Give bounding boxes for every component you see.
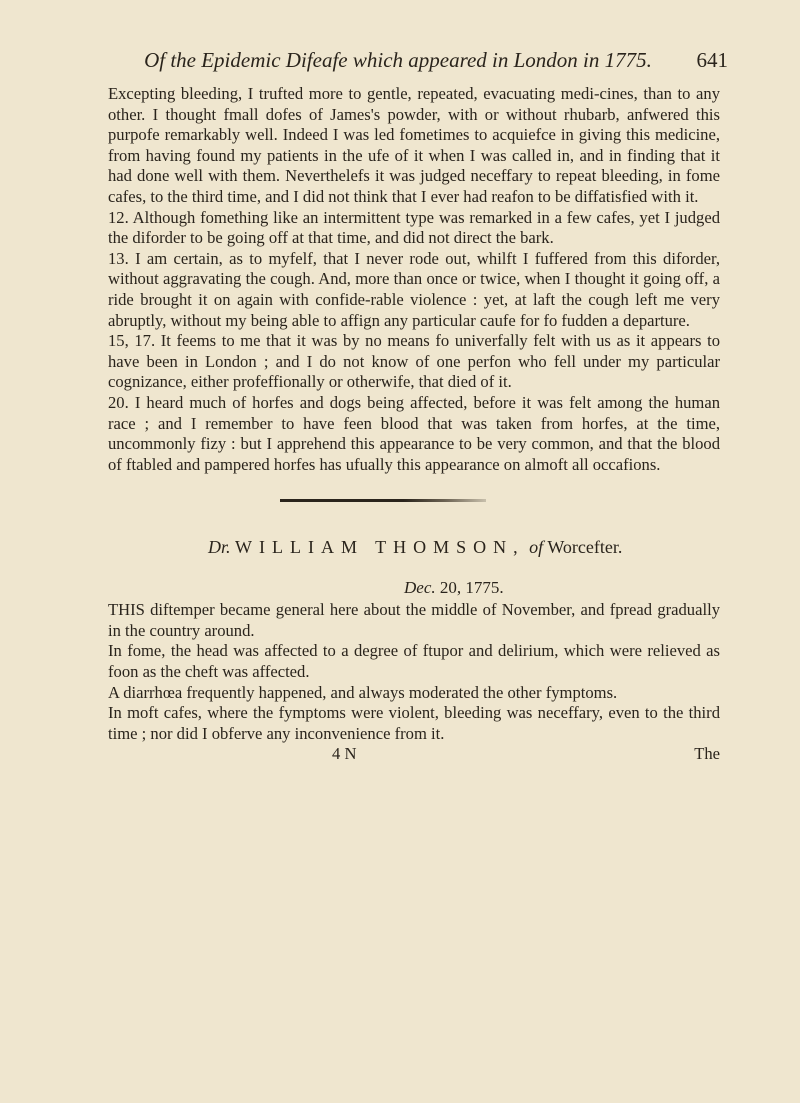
page-footer <box>108 744 720 766</box>
running-head <box>108 44 728 84</box>
section-heading <box>108 537 720 558</box>
paragraph: 15, 17. It feems to me that it was by no means fo univerfally felt with us as it appears to have been in London ; and I do not know of one perfon who fell under my particular cognizance, either profeffionally or otherwife, that died of it. <box>108 331 720 392</box>
paragraph: Excepting bleeding, I trufted more to gentle, repeated, evacuating medi-cines, than to any other. I thought fmall dofes of James's powder, with or without rhubarb, anfwered this purpofe remarkably well. Indeed I was led fometimes to acquiefce in giving this medicine, from having found my patients in the ufe of it when I was called in, and in finding that it had done well with them. Neverthelefs it was judged neceffary to repeat bleeding, in fome cafes, to the third time, and I did not think that I ever had reafon to be diffatisfied with it. <box>108 84 720 206</box>
body-text-top <box>108 84 720 475</box>
paragraph: 12. Although fomething like an intermittent type was remarked in a few cafes, yet I judged the diforder to be going off at that time, and did not direct the bark. <box>108 207 720 248</box>
date-month: Dec. <box>404 578 436 598</box>
section-divider <box>108 475 720 527</box>
catchword: The <box>694 744 720 764</box>
running-head-title: Of the Epidemic Difeafe which appeared in London in 1775. <box>144 48 652 72</box>
body-text-bottom <box>108 600 720 744</box>
paragraph: THIS diftemper became general here about the middle of November, and fpread gradually in the country around. <box>108 600 720 640</box>
heading-prefix: Dr. <box>208 537 231 558</box>
paragraph: In moft cafes, where the fymptoms were violent, bleeding was neceffary, even to the third time ; nor did I obferve any inconvenience from it. <box>108 703 720 743</box>
heading-of: of <box>529 537 544 558</box>
paragraph: 13. I am certain, as to myfelf, that I never rode out, whilft I fuffered from this diforder, without aggravating the cough. And, more than once or twice, when I thought it going off, a ride brought it on again with confide-rable violence : yet, at laft the cough left me very abruptly, without my being able to affign any particular caufe for fo fudden a departure. <box>108 248 720 330</box>
divider-rule <box>280 499 486 502</box>
date-rest: 20, 1775. <box>439 578 504 598</box>
letter-date <box>108 578 728 598</box>
page-number: 641 <box>696 48 728 72</box>
paragraph: 20. I heard much of horfes and dogs being affected, before it was felt among the human race ; and I remember to have feen blood that was taken from horfes, at the time, uncommonly fizy : but I apprehend this appearance to be very common, and that the blood of ftabled and pampered horfes has ufually this appearance on almoft all occafions. <box>108 392 720 474</box>
heading-author-name: WILLIAM THOMSON, <box>235 537 525 558</box>
heading-place: Worcefter. <box>547 537 623 558</box>
signature-mark: 4 N <box>332 744 357 764</box>
paragraph: A diarrhœa frequently happened, and always moderated the other fymptoms. <box>108 682 618 702</box>
paragraph: In fome, the head was affected to a degree of ftupor and delirium, which were relieved as foon as the cheft was affected. <box>108 641 720 682</box>
